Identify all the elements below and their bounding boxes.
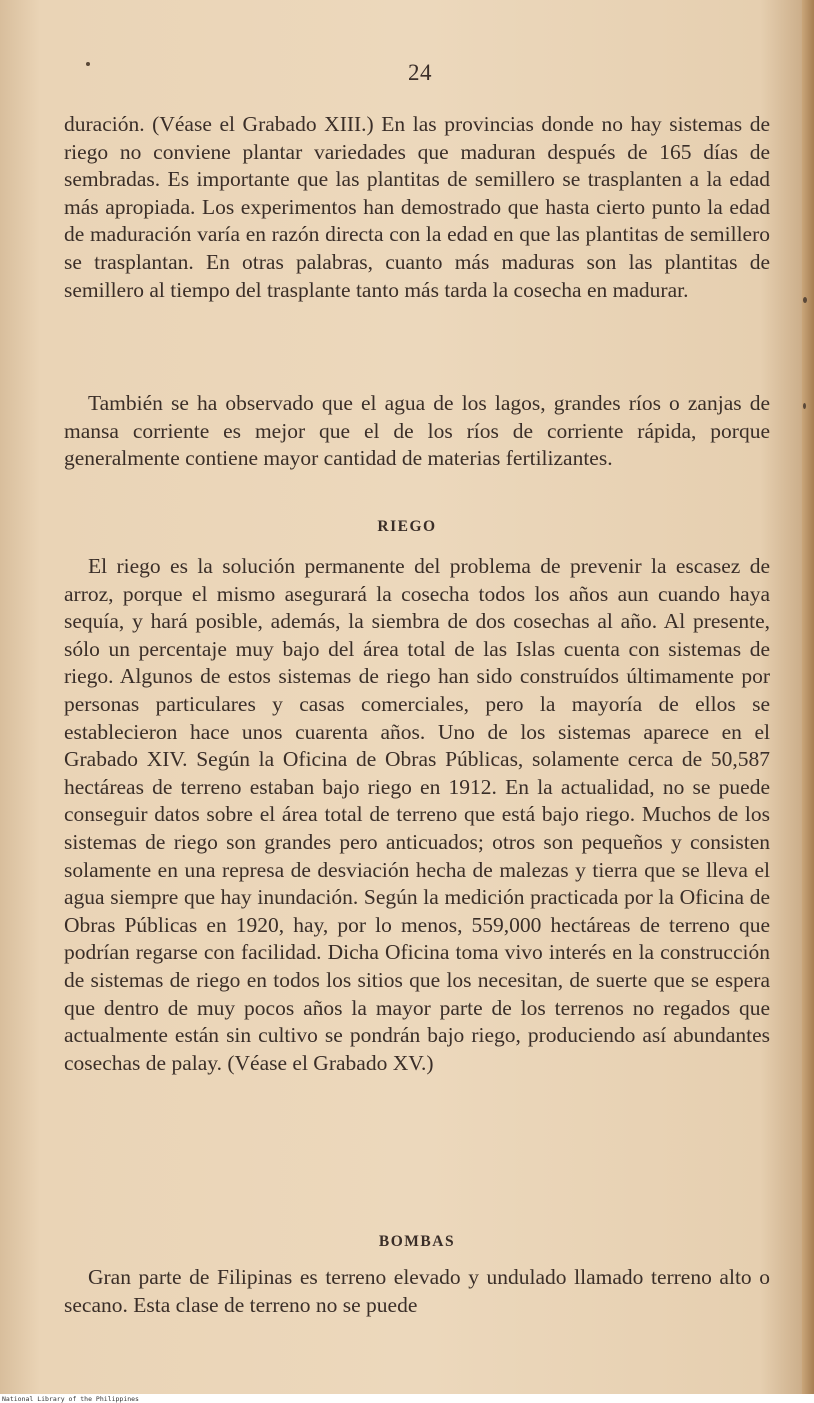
paragraph-text: El riego es la solución permanente del problema de prevenir la escasez de arroz, porque el mismo asegurará la cosecha todos los años aun cuando haya sequía, y hará posible, además, la siembra de dos cosechas al año. Al presente, sólo un percentaje muy bajo del área total de las Islas cuenta con sistemas de riego. Algunos de estos sistemas de riego han sido construídos últimamente por personas particulares y casas comerciales, pero la mayoría de ellos se establecieron hace unos cuarenta años. Uno de los sistemas aparece en el Grabado XIV. Según la Oficina de Obras Públicas, solamente cerca de 50,587 hectáreas de terreno estaban bajo riego en 1912. En la actualidad, no se puede conseguir datos sobre el área total de terreno que está bajo riego. Muchos de los sistemas de riego son grandes pero anticuados; otros son pequeños y consisten solamente en una represa de desviación hecha de malezas y tierra que se lleva el agua siempre que hay inundación. Según la medición practicada por la Oficina de Obras Públicas en 1920, hay, por lo menos, 559,000 hectáreas de terreno que podrían regarse con facilidad. Dicha Oficina toma vivo interés en la construcción de sistemas de riego en todos los sitios que los necesitan, de suerte que se espera que dentro de muy pocos años la mayor parte de los terrenos no regados que actualmente están sin cultivo se pondrán bajo riego, produciendo así abundantes cosechas de palay. (Véase el Grabado XV.) (64, 554, 770, 1075)
paragraph-maturation (64, 111, 770, 304)
ink-speck (803, 297, 807, 303)
paragraph-upland (64, 1264, 770, 1319)
paragraph-text: También se ha observado que el agua de los lagos, grandes ríos o zanjas de mansa corriente es mejor que el de los ríos de corriente rápida, porque generalmente contiene mayor cantidad de materias fertilizantes. (64, 391, 770, 471)
library-credit: National Library of the Philippines (2, 1395, 139, 1403)
paragraph-text: duración. (Véase el Grabado XIII.) En las provincias donde no hay sistemas de riego no conviene plantar variedades que maduran después de 165 días de sembradas. Es importante que las plantitas de semillero se trasplanten a la edad más apropiada. Los experimentos han demostrado que hasta cierto punto la edad de maduración varía en razón directa con la edad en que las plantitas de semillero se trasplantan. En otras palabras, cuanto más maduras son las plantitas de semillero al tiempo del trasplante tanto más tarda la cosecha en madurar. (64, 112, 770, 302)
section-heading-riego: RIEGO (377, 518, 437, 535)
section-heading-bombas: BOMBAS (378, 1233, 456, 1250)
page-number: 24 (408, 60, 432, 85)
paragraph-irrigation (64, 553, 770, 1077)
page-edge-shadow (802, 0, 814, 1394)
paragraph-water-sources (64, 390, 770, 473)
paragraph-text: Gran parte de Filipinas es terreno elevado y undulado llamado terreno alto o secano. Esta clase de terreno no se puede (64, 1265, 770, 1317)
ink-speck (803, 403, 806, 409)
